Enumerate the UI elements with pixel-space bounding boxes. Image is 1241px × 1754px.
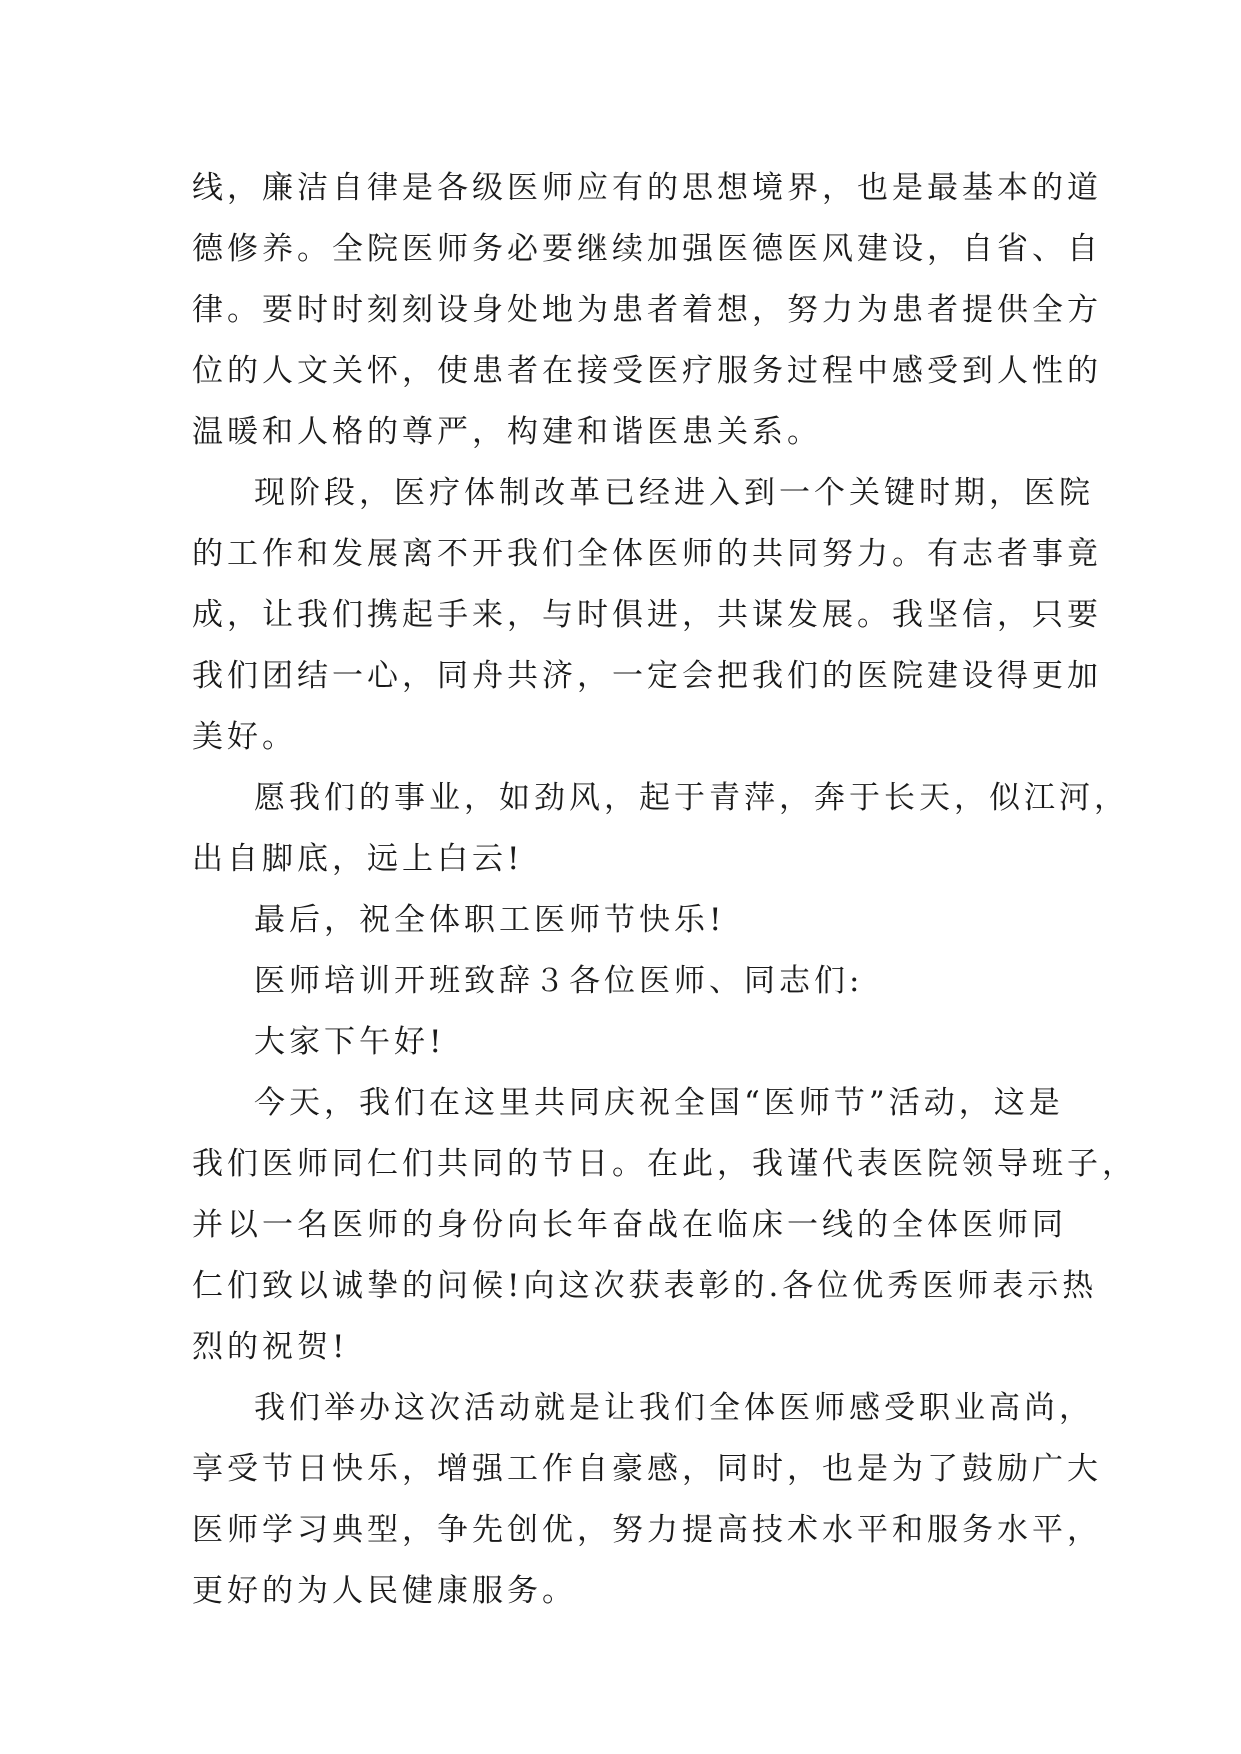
text-line: 大家下午好! (254, 1024, 446, 1060)
text-line: 律。要时时刻刻设身处地为患者着想，努力为患者提供全方 (192, 292, 1102, 328)
text-line: 并以一名医师的身份向长年奋战在临床一线的全体医师同 (192, 1207, 1067, 1243)
text-line: 成，让我们携起手来，与时俱进，共谋发展。我坚信，只要 (192, 597, 1102, 633)
text-line: 温暖和人格的尊严，构建和谐医患关系。 (192, 414, 822, 450)
text-line: 仁们致以诚挚的问候!向这次获表彰的.各位优秀医师表示热 (192, 1268, 1098, 1304)
text-line: 出自脚底，远上白云! (192, 841, 524, 877)
text-line: 现阶段，医疗体制改革已经进入到一个关键时期，医院 (254, 475, 1094, 511)
document-body (192, 158, 1137, 1622)
text-line: 最后，祝全体职工医师节快乐! (254, 902, 726, 938)
text-line: 烈的祝贺! (192, 1329, 349, 1365)
text-line: 线，廉洁自律是各级医师应有的思想境界，也是最基本的道 (192, 170, 1102, 206)
text-line: 德修养。全院医师务必要继续加强医德医风建设，自省、自 (192, 231, 1102, 267)
text-line: 我们医师同仁们共同的节日。在此，我谨代表医院领导班子， (192, 1146, 1137, 1182)
text-line: 我们团结一心，同舟共济，一定会把我们的医院建设得更加 (192, 658, 1102, 694)
text-line: 位的人文关怀，使患者在接受医疗服务过程中感受到人性的 (192, 353, 1102, 389)
text-line: 医师学习典型，争先创优，努力提高技术水平和服务水平， (192, 1512, 1102, 1548)
text-line: 享受节日快乐，增强工作自豪感，同时，也是为了鼓励广大 (192, 1451, 1102, 1487)
text-line: 更好的为人民健康服务。 (192, 1573, 577, 1609)
text-line: 愿我们的事业，如劲风，起于青萍，奔于长天，似江河， (254, 780, 1129, 816)
text-line: 我们举办这次活动就是让我们全体医师感受职业高尚， (254, 1390, 1094, 1426)
text-line: 今天，我们在这里共同庆祝全国“医师节”活动，这是 (254, 1085, 1064, 1121)
text-line: 的工作和发展离不开我们全体医师的共同努力。有志者事竟 (192, 536, 1102, 572)
text-line: 医师培训开班致辞３各位医师、同志们: (254, 963, 864, 999)
text-line: 美好。 (192, 719, 297, 755)
